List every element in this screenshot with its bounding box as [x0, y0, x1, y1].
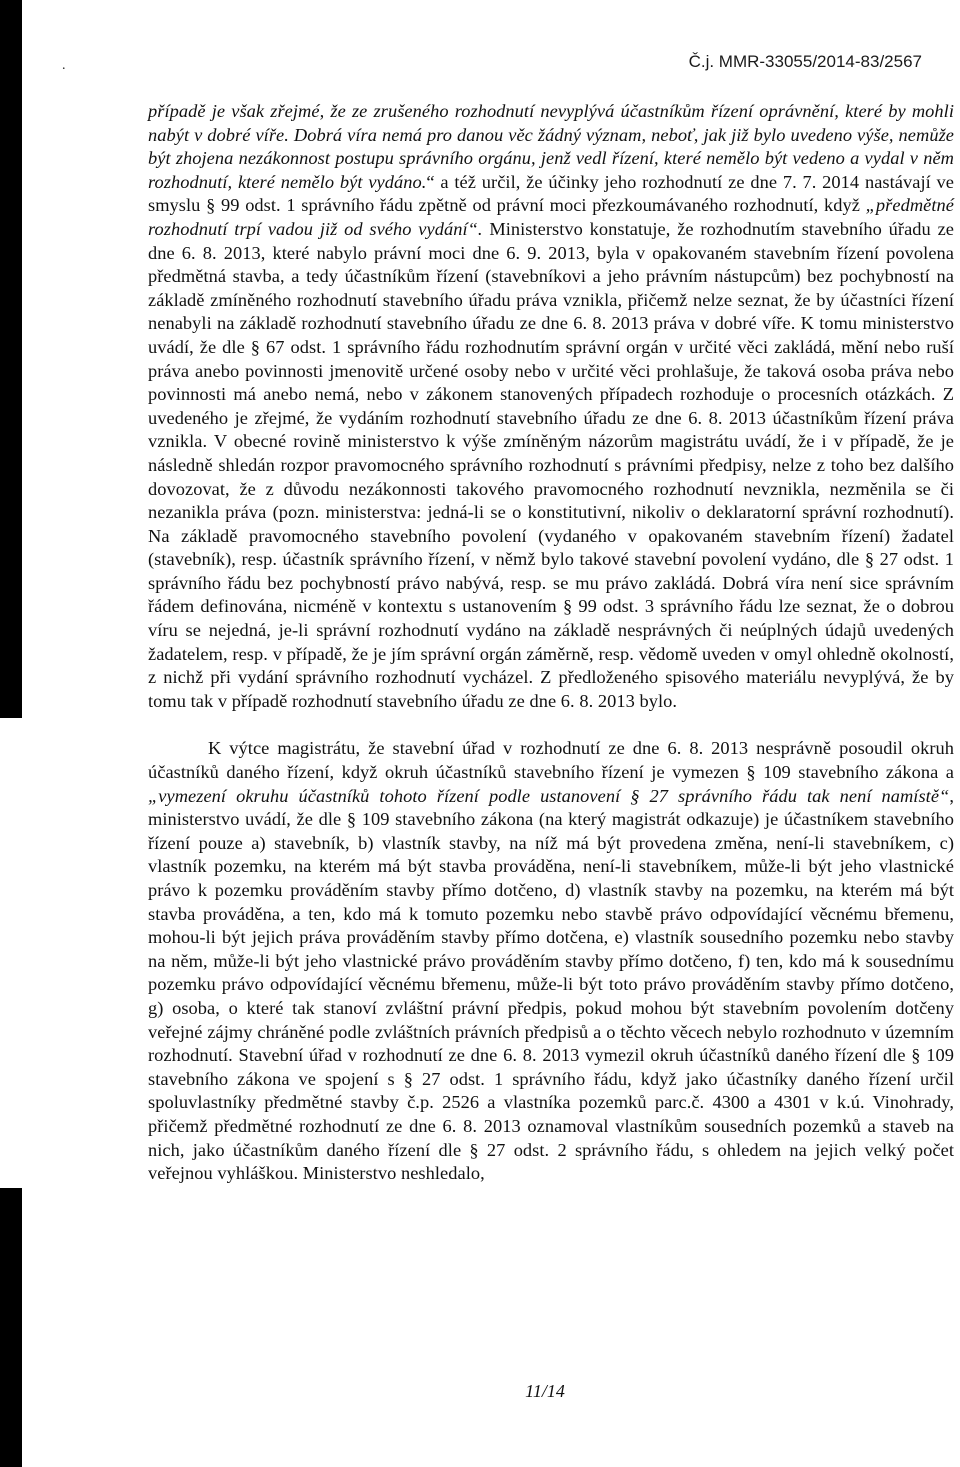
quoted-text: „předmětné rozhodnutí trpí vadou již od svého vydání“.	[148, 195, 954, 239]
body-text-segment: K výtce magistrátu, že stavební úřad v rozhodnutí ze dne 6. 8. 2013 nesprávně posoudil okruh účastníků daného řízení, když okruh účastníků stavebního řízení je vymezen § 109 stavebního zákona a	[148, 738, 954, 783]
document-reference: Č.j. MMR-33055/2014-83/2567	[688, 52, 922, 71]
scan-edge-bottom	[0, 1188, 22, 1467]
document-body	[148, 100, 954, 1186]
body-text-segment: Ministerstvo konstatuje, že rozhodnutím stavebního úřadu ze dne 6. 8. 2013, které nabylo právní moci dne 6. 9. 2013, byla v opakovaném stavebním řízení povolena předmětná stavba, a tedy účastníkům řízení (stavebníkovi a jeho právním nástupcům) bez pochybností na základě zmíněného rozhodnutí stavebního úřadu práva vznikla, přičemž nelze seznat, že by účastníci řízení nenabyli na základě rozhodnutí stavebního úřadu ze dne 6. 8. 2013 práva v dobré víře. K tomu ministerstvo uvádí, že dle § 67 odst. 1 správního řádu rozhodnutím správní orgán v určité věci zakládá, mění nebo ruší práva anebo povinnosti jmenovitě určené osoby nebo v určité věci prohlašuje, že taková osoba práva nebo povinnosti má anebo nemá, nebo v zákonem stanovených případech rozhoduje o procesních otázkách. Z uvedeného je zřejmé, že vydáním rozhodnutí stavebního úřadu ze dne 6. 8. 2013 účastníkům řízení práva vznikla. V obecné rovině ministerstvo k výše zmíněným názorům magistrátu uvádí, že i v případě, že je následně shledán rozpor pravomocného správního rozhodnutí s právními předpisy, nelze z toho bez dalšího dovozovat, že z důvodu nezákonnosti takového pravomocného rozhodnutí nevznikla, nezměnila se či nezanikla práva (pozn. ministerstva: jedná-li se o konstitutivní, nikoliv o deklaratorní správní rozhodnutí). Na základě pravomocného stavebního povolení (vydaného v opakovaném stavebním řízení) žadatel (stavebník), resp. účastník správního řízení, v němž bylo takové stavební povolení vydáno, dle § 27 odst. 1 správního řádu bez pochybností právo nabývá, resp. se mu právo zakládá. Dobrá víra není sice správním řádem definována, nicméně v kontextu s ustanovením § 99 odst. 3 správního řádu lze seznat, že o dobrou víru se nejedná, je-li správní rozhodnutí vydáno na základě nesprávných či neúplných údajů uvedených žadatelem, resp. v případě, že je jím správní orgán záměrně, resp. vědomě uveden v omyl ohledně okolností, z nichž při vydání správního rozhodnutí vycházel. Z předloženého spisového materiálu nevyplývá, že by tomu tak v případě rozhodnutí stavebního úřadu ze dne 6. 8. 2013 bylo.	[148, 218, 954, 711]
paragraph-2	[148, 737, 954, 1185]
margin-mark: .	[62, 58, 66, 73]
body-text-segment: , ministerstvo uvádí, že dle § 109 stavebního zákona (na který magistrát odkazuje) je účastníkem stavebního řízení pouze a) stavebník, b) vlastník stavby, na níž má být provedena změna, není-li stavebníkem, c) vlastník pozemku, na kterém má být stavba prováděna, není-li stavebníkem, může-li být jeho vlastnické právo k pozemku prováděním stavby přímo dotčeno, d) vlastník stavby na pozemku, na kterém má být stavba prováděna, a ten, kdo má k tomuto pozemku nebo stavbě právo odpovídající věcnému břemenu, mohou-li být jejich práva prováděním stavby přímo dotčena, e) vlastník sousedního pozemku nebo stavby na něm, může-li být jeho vlastnické právo prováděním stavby přímo dotčeno, f) ten, kdo má k sousednímu pozemku právo odpovídající věcnému břemenu, může-li být toto právo prováděním stavby přímo dotčeno, g) osoba, o které tak stanoví zvláštní právní předpis, pokud mohou být stavebním povolením dotčeny veřejné zájmy chráněné podle zvláštních právních předpisů a o těchto věcech nebylo rozhodnuto v územním rozhodnutí. Stavební úřad v rozhodnutí ze dne 6. 8. 2013 vymezil okruh účastníků daného řízení dle § 109 stavebního zákona ve spojení s § 27 odst. 1 správního řádu, když jako účastníky daného řízení určil spoluvlastníky předmětné stavby č.p. 2526 a vlastníka pozemků parc.č. 4300 a 4301 v k.ú. Vinohrady, přičemž předmětné rozhodnutí ze dne 6. 8. 2013 oznamoval vlastníkům sousedních pozemků a staveb na nich, jako účastníkům daného řízení dle § 27 odst. 2 správního řádu, s ohledem na jejich velký počet veřejnou vyhláškou. Ministerstvo neshledalo,	[148, 785, 954, 1184]
page-number: 11/14	[525, 1381, 565, 1401]
scan-edge-top	[0, 0, 22, 718]
quoted-text: případě je však zřejmé, že ze zrušeného rozhodnutí nevyplývá účastníkům řízení oprávnění, které by mohli nabýt v dobré víře. Dobrá víra nemá pro danou věc žádný význam, neboť, jak již bylo uvedeno výše, nemůže být zhojena nezákonnost postupu správního orgánu, jenž vedl řízení, které nemělo být vedeno a vydal v něm rozhodnutí, které nemělo být vydáno.	[148, 101, 954, 192]
quoted-text: „vymezení okruhu účastníků tohoto řízení podle ustanovení § 27 správního řádu tak není namístě“	[148, 785, 950, 806]
body-text-segment: “ a též určil, že účinky jeho rozhodnutí ze dne 7. 7. 2014 nastávají ve smyslu § 99 odst. 1 správního řádu zpětně od právní moci přezkoumávaného rozhodnutí, když	[148, 171, 955, 216]
paragraph-1	[148, 100, 954, 713]
